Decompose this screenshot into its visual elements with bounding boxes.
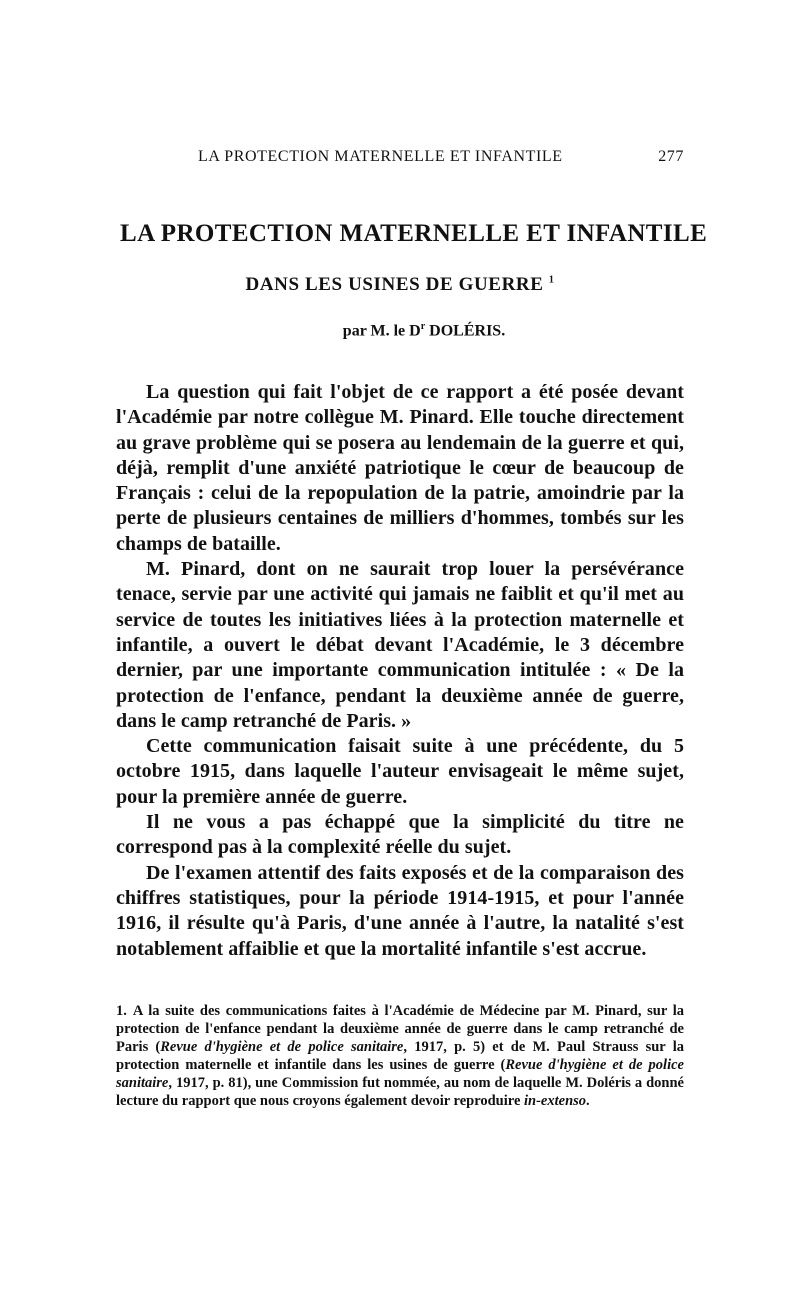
- footnote-paragraph: [116, 1002, 684, 1110]
- footnote-text: .: [586, 1093, 590, 1109]
- footnote-marker: 1.: [116, 1003, 127, 1019]
- footnote-text: , 1917, p. 81), une Commission fut nommée, au nom de laquelle M. Doléris a donné lecture du rapport que nous croyons également devoir reproduire: [116, 1075, 684, 1109]
- page-number: 277: [658, 148, 684, 165]
- paragraph: Il ne vous a pas échappé que la simplicité du titre ne correspond pas à la complexité réelle du sujet.: [116, 811, 684, 859]
- byline-prefix: par M. le D: [342, 322, 421, 340]
- author-byline: [120, 321, 680, 340]
- article-body: [116, 380, 684, 962]
- footnote-text: , 1917, p. 5) et de M. Paul Strauss sur la protection maternelle et infantile dans les usines de guerre (: [116, 1039, 684, 1073]
- footnote-reference: 1: [548, 274, 555, 286]
- running-header: [198, 148, 684, 170]
- footnote-text: A la suite des communications faites à l'Académie de Médecine par M. Pinard, sur la protection de l'enfance pendant la deuxième année de guerre dans le camp retranché de Paris (: [116, 1003, 684, 1055]
- running-title: LA PROTECTION MATERNELLE ET INFANTILE: [198, 148, 563, 165]
- journal-title: Revue d'hygiène et de police sanitaire: [116, 1057, 684, 1091]
- footnote: [116, 1002, 684, 1110]
- byline-superscript: r: [420, 321, 426, 332]
- paragraph: De l'examen attentif des faits exposés et de la comparaison des chiffres statistiques, pour la période 1914-1915, et pour l'année 1916, il résulte qu'à Paris, d'une année à l'autre, la natalité s'est notablement affaiblie et que la mortalité infantile s'est accrue.: [116, 861, 684, 960]
- article-subtitle: [120, 274, 680, 296]
- latin-phrase: in-extenso: [524, 1093, 587, 1109]
- paragraph: Cette communication faisait suite à une précédente, du 5 octobre 1915, dans laquelle l'auteur envisageait le même sujet, pour la première année de guerre.: [116, 735, 684, 808]
- paragraph: La question qui fait l'objet de ce rapport a été posée devant l'Académie par notre collègue M. Pinard. Elle touche directement au grave problème qui se posera au lendemain de la guerre et qui, déjà, remplit d'une anxiété patriotique le cœur de beaucoup de Français : celui de la repopulation de la patrie, amoindrie par la perte de plusieurs centaines de milliers d'hommes, tombés sur les champs de bataille.: [116, 381, 684, 555]
- article-title: LA PROTECTION MATERNELLE ET INFANTILE: [120, 220, 708, 247]
- subtitle-text: DANS LES USINES DE GUERRE: [245, 274, 544, 295]
- author-name: DOLÉRIS.: [429, 322, 506, 340]
- paragraph: M. Pinard, dont on ne saurait trop louer la persévérance tenace, servie par une activité qui jamais ne faiblit et qu'il met au service de toutes les initiatives liées à la protection maternelle et infantile, a ouvert le débat devant l'Académie, le 3 décembre dernier, par une importante communication intitulée : « De la protection de l'enfance, pendant la deuxième année de guerre, dans le camp retranché de Paris. »: [116, 558, 684, 732]
- journal-title: Revue d'hygiène et de police sanitaire: [160, 1039, 404, 1055]
